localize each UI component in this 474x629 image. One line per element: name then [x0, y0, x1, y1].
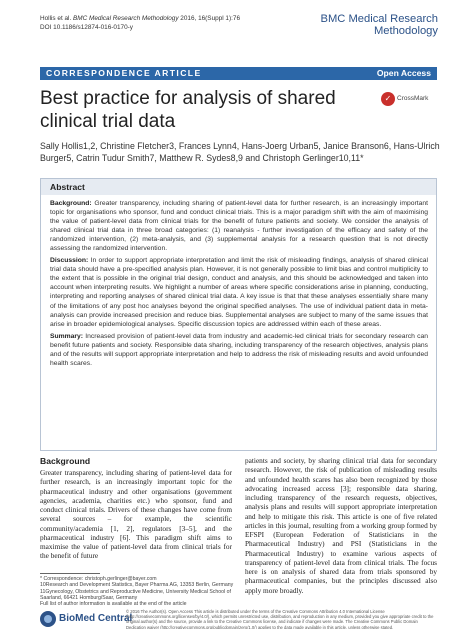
body-text-left: Greater transparency, including sharing of patient-level data for further research, is an increasingly important topic for the pharmaceutical industry and other organisations (government agencies, academia, charities etc.) who sponsor, fund and conduct clinical trials. Drivers of these changes have come from several sources – for example, the scientific community/academia [1, 2], regulators [3–5], and the pharmaceutical industry [6]. This paradigm shift aims to maximise the value of patient-level data from clinical trials for the benefit of future	[40, 468, 232, 561]
abstract-discussion-text: In order to support appropriate interpretation and limit the risk of misleading findings, analysis of shared clinical trial data should have a pre-specified analysis plan. However, it is not generally possible to limit bias and control multiplicity to the extent that is possible in the original trial design, conduct and analysis, and this should be acknowledged and taken into account when interpreting results. We highlight a number of areas where specific considerations arise in planning, conducting, interpreting and reporting analyses of shared clinical trial data. A key issue is that that these analyses essentially share many of the limitations of any post hoc analyses beyond the original specified analyses. The use of individual patient data in meta-analysis can provide increased precision and reduce bias. Supplemental analyses are subject to many of the same issues that arise in broader epidemiological analyses. Specific discussion topics are addressed within each of these areas.	[50, 257, 428, 328]
footnotes	[40, 573, 238, 607]
author-list: Sally Hollis1,2, Christine Fletcher3, Frances Lynn4, Hans-Joerg Urban5, Janice Branson6, Hans-Ulrich Burger5, Catrin Tudur Smith7, Matthew R. Sydes8,9 and Christoph Gerlinger10,11*	[40, 141, 440, 163]
open-access-label[interactable]: Open Access	[376, 68, 431, 78]
crossmark-icon: ✓	[381, 92, 395, 106]
section-heading-background: Background	[40, 456, 91, 466]
license-text: © 2016 The Author(s). Open Access This article is distributed under the terms of the Creative Commons Attribution 4.0 International License (http://creativecommons.org/licenses/by/4.0/), which permits unrestricted use, distribution, and reproduction in any medium, provided you give appropriate credit to the original author(s) and the source, provide a link to the Creative Commons license, and indicate if changes were made. The Creative Commons Public Domain Dedication waiver (http://creativecommons.org/publicdomain/zero/1.0/) applies to the data made available in this article, unless otherwise stated.	[126, 609, 434, 629]
abstract-summary-text: Increased provision of patient-level data from industry and academic-led clinical trials for secondary research can benefit future patients and society. Responsible data sharing, including transparency of the research objectives, analysis plans and of the results will support appropriate interpretation and help to address the risk of misleading results and avoid unfounded health scares.	[50, 332, 428, 367]
abstract-discussion	[50, 256, 428, 328]
article-title: Best practice for analysis of shared clinical trial data	[40, 88, 336, 132]
abstract-heading: Abstract	[50, 182, 85, 192]
abstract-summary-label: Summary:	[50, 332, 84, 340]
page-footer	[40, 609, 437, 629]
footnote-affiliation-10: 10Research and Development Statistics, Bayer Pharma AG, 13353 Berlin, Germany	[40, 582, 234, 589]
body-text-right: patients and society, by sharing clinical trial data for secondary research. However, the risk of publication of misleading results and unfounded health scares has also been recognized by those advocating increased access [3]; responsible data sharing, including transparency of the research requests, objectives, analysis plans and results will support appropriate interpretation and help to mitigate this risk. This article is one of five related articles in this journal, resulting from a working group formed by EFSPI (European Federation of Statisticians in the Pharmaceutical Industry) and PSI (Statisticians in the Pharmaceutical Industry) to examine various aspects of transparency of patient-level data from clinical trials. The focus here is on analysis of shared data from trials sponsored by pharmaceutical companies, but the principles discussed also apply more broadly.	[245, 456, 437, 595]
journal-brand	[320, 13, 438, 37]
abstract-background	[50, 199, 428, 253]
citation-authors: Hollis et al.	[40, 15, 74, 22]
footnote-affiliation-11: 11Gynecology, Obstetrics and Reproductive Medicine, University Medical School of Saarland, 66421 Homburg/Saar, Germany	[40, 588, 231, 601]
journal-brand-line-2: Methodology	[373, 25, 438, 37]
footnote-author-info: Full list of author information is available at the end of the article	[40, 601, 187, 608]
biomed-central-logo-text: BioMed Central	[59, 613, 133, 624]
crossmark-badge[interactable]	[381, 92, 439, 106]
biomed-central-logo-icon	[40, 611, 56, 627]
page-header	[0, 0, 474, 64]
journal-brand-line-1: BMC Medical Research	[320, 13, 438, 25]
citation-volume: 2016, 16(Suppl 1):76	[178, 15, 240, 22]
article-type-label: CORRESPONDENCE ARTICLE	[46, 68, 202, 78]
citation-doi[interactable]: DOI 10.1186/s12874-016-0170-y	[40, 24, 133, 31]
footnote-divider	[40, 573, 100, 574]
biomed-central-logo	[40, 611, 133, 627]
abstract-discussion-label: Discussion:	[50, 257, 89, 265]
footnote-correspondence[interactable]: * Correspondence: christoph.gerlinger@bayer.com	[40, 576, 157, 582]
abstract-box	[40, 178, 437, 451]
article-type-banner	[40, 67, 437, 80]
citation-journal: BMC Medical Research Methodology	[73, 15, 179, 22]
abstract-summary	[50, 332, 428, 368]
body-column-right	[245, 456, 437, 595]
crossmark-label: CrossMark	[397, 95, 429, 102]
abstract-header	[41, 179, 436, 195]
body-column-left	[40, 456, 232, 561]
abstract-background-label: Background:	[50, 200, 92, 207]
abstract-background-text: Greater transparency, including sharing of patient-level data for further research, is an increasingly important topic for organisations who sponsor, fund and conduct clinical trials. This is a major paradigm shift with the aim of maximising the value of patient-level data from clinical trials for the benefit of future patients and society. We consider the analysis of shared clinical trial data in three broad categories: (1) reanalysis - further investigation of the efficacy and safety of the randomized intervention, (2) meta-analysis, and (3) supplemental analysis for a research question that is not directly assessing the randomized intervention.	[50, 200, 428, 253]
citation	[40, 14, 240, 32]
abstract-body	[50, 199, 428, 371]
citation-line-1	[40, 14, 240, 23]
